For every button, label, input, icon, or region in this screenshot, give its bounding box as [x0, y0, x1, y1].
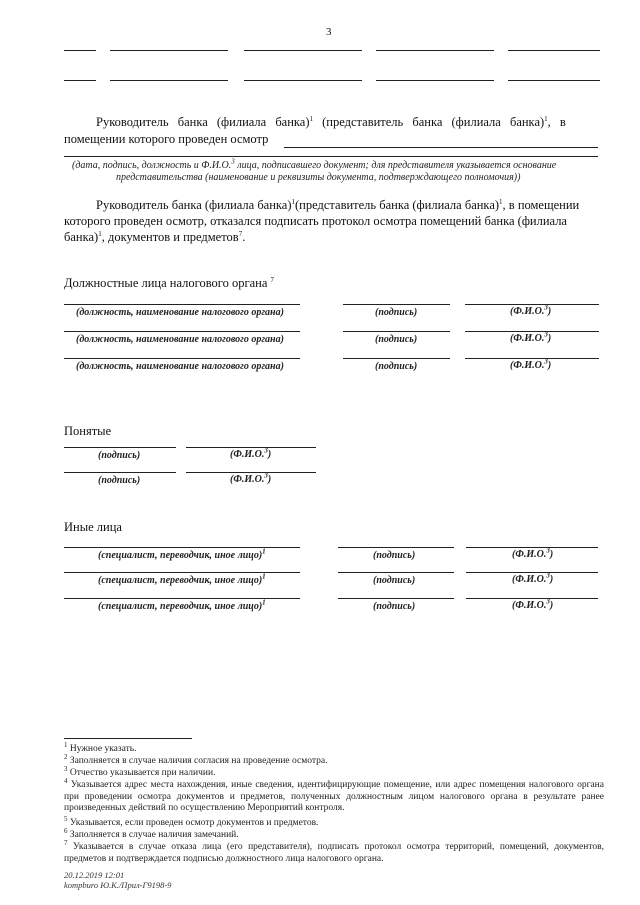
fio-caption: (Ф.И.О.$^3$)	[510, 330, 552, 344]
others-heading: Иные лица	[64, 520, 122, 534]
representative-caption-2: представительства (наименование и реквизиты документа, подтверждающего полномочия))	[116, 172, 521, 183]
witnesses-heading: Понятые	[64, 424, 112, 438]
role-caption: (специалист, переводчик, иное лицо)$^1$	[98, 598, 266, 612]
stamp-source: kompburo Ю.К./Прил-Г9198-9	[64, 880, 172, 890]
refusal-line1: Руководитель банка (филиала банка)$^1$(представитель банка (филиала банка)$^1$, в помещении	[96, 197, 580, 212]
signature-caption: (подпись)	[373, 601, 416, 612]
footnote: $^5$ Указывается, если проведен осмотр документов и предметов.	[64, 814, 319, 828]
signature-caption: (подпись)	[375, 307, 418, 318]
signature-caption: (подпись)	[98, 450, 141, 461]
signature-caption: (подпись)	[373, 575, 416, 586]
footnote-separator	[64, 738, 192, 739]
representative-sign-line	[284, 147, 598, 148]
representative-text-line2: помещении которого проведен осмотр	[64, 132, 269, 146]
signature-caption: (подпись)	[373, 550, 416, 561]
footnote: $^4$ Указывается адрес места нахождения, иные сведения, идентифицирующие помещение, или адрес помещения налогового органа при проведении осмотра документов и предметов, полученных должностным лицом налогового органа в результате ранее произведенных действий по осуществлению Мероприятий контроля.	[64, 776, 604, 813]
role-caption: (специалист, переводчик, иное лицо)$^1$	[98, 572, 266, 586]
page-number: 3	[326, 26, 332, 38]
footnote: $^2$ Заполняется в случае наличия согласия на проведение осмотра.	[64, 752, 328, 766]
refusal-line2: которого проведен осмотр, отказался подписать протокол осмотра помещений банка (филиала	[64, 214, 567, 228]
footnote: $^7$ Указывается в случае отказа лица (его представителя), подписать протокол осмотра территорий, помещений, документов, предметов и подтверждается подписью должностного лица налогового органа.	[64, 838, 604, 864]
signature-caption: (подпись)	[98, 475, 141, 486]
stamp-datetime: 20.12.2019 12:01	[64, 870, 125, 880]
fio-caption: (Ф.И.О.$^3$)	[230, 446, 272, 460]
signature-caption: (подпись)	[375, 334, 418, 345]
position-caption: (должность, наименование налогового органа)	[76, 307, 284, 318]
representative-caption-1: (дата, подпись, должность и Ф.И.О.$^3$ лица, подписавшего документ; для представителя указывается основание	[72, 157, 557, 171]
position-caption: (должность, наименование налогового органа)	[76, 334, 284, 345]
representative-caption-line	[64, 156, 598, 157]
fio-caption: (Ф.И.О.$^3$)	[510, 303, 552, 317]
footnote: $^1$ Нужное указать.	[64, 740, 137, 754]
fio-caption: (Ф.И.О.$^3$)	[230, 471, 272, 485]
fio-caption: (Ф.И.О.$^3$)	[512, 571, 554, 585]
fio-caption: (Ф.И.О.$^3$)	[510, 357, 552, 371]
footnote: $^6$ Заполняется в случае наличия замечаний.	[64, 826, 239, 840]
refusal-line3: банка)$^1$, документов и предметов$^7$.	[64, 229, 246, 244]
footnote: $^3$ Отчество указывается при наличии.	[64, 764, 216, 778]
fio-caption: (Ф.И.О.$^3$)	[512, 597, 554, 611]
officials-heading: Должностные лица налогового органа $^7$	[64, 275, 274, 290]
role-caption: (специалист, переводчик, иное лицо)$^1$	[98, 547, 266, 561]
position-caption: (должность, наименование налогового органа)	[76, 361, 284, 372]
fio-caption: (Ф.И.О.$^3$)	[512, 546, 554, 560]
signature-caption: (подпись)	[375, 361, 418, 372]
representative-text-line1: Руководитель банка (филиала банка)$^1$ (представитель банка (филиала банка)$^1$, в	[96, 114, 566, 129]
print-stamp	[64, 870, 171, 890]
